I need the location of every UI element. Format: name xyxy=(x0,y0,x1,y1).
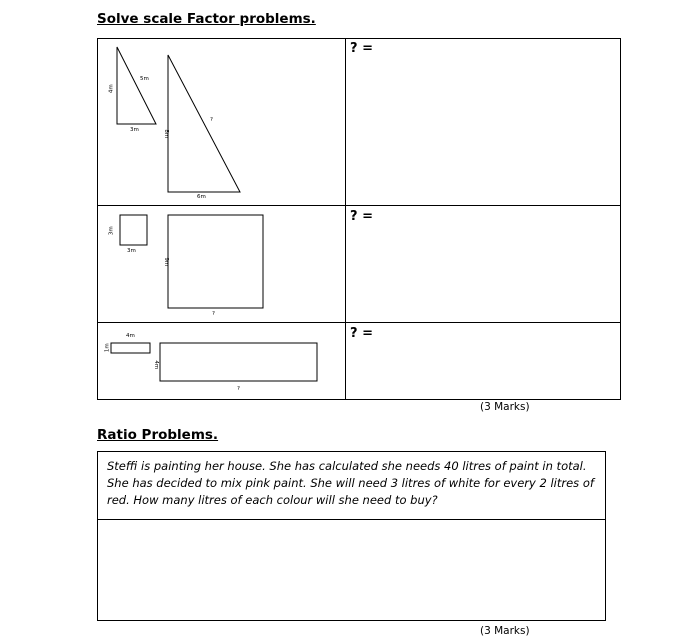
scale-section-marks: (3 Marks) xyxy=(480,401,530,413)
ratio-section-title: Ratio Problems. xyxy=(97,427,219,443)
answer-prompt-row-2: ? = xyxy=(350,209,373,224)
ratio-answer-area[interactable] xyxy=(98,520,605,620)
small-square-base-label: 3m xyxy=(127,248,136,254)
small-rectangle-side-label: 1m xyxy=(104,343,111,353)
scale-section-title: Solve scale Factor problems. xyxy=(97,11,316,27)
large-square-side-label: 9m xyxy=(163,257,170,267)
small-triangle xyxy=(117,47,156,124)
large-square-base-label: ? xyxy=(212,311,215,317)
ratio-section-marks: (3 Marks) xyxy=(480,625,530,637)
large-rectangle xyxy=(160,343,317,381)
small-square xyxy=(120,215,147,245)
small-triangle-base-label: 3m xyxy=(130,127,139,133)
large-triangle xyxy=(168,55,240,192)
large-triangle-hypotenuse-label: ? xyxy=(210,117,213,123)
small-square-side-label: 3m xyxy=(108,226,115,236)
small-rectangle-top-label: 4m xyxy=(126,333,135,339)
large-triangle-height-label: 8m xyxy=(163,129,170,139)
large-rectangle-side-label: 4m xyxy=(153,360,160,370)
small-triangle-height-label: 4m xyxy=(108,84,115,94)
large-triangle-base-label: 6m xyxy=(197,194,206,200)
answer-prompt-row-1: ? = xyxy=(350,41,373,56)
large-square xyxy=(168,215,263,308)
small-rectangle xyxy=(111,343,150,353)
ratio-question-text: Steffi is painting her house. She has calculated she needs 40 litres of paint in total. She has decided to mix pink paint. She will need 3 litres of white for every 2 litres of red. How many litres of each colour will she need to buy? xyxy=(107,459,594,507)
answer-prompt-row-3: ? = xyxy=(350,326,373,341)
large-rectangle-base-label: ? xyxy=(237,386,240,392)
small-triangle-hypotenuse-label: 5m xyxy=(140,76,149,82)
